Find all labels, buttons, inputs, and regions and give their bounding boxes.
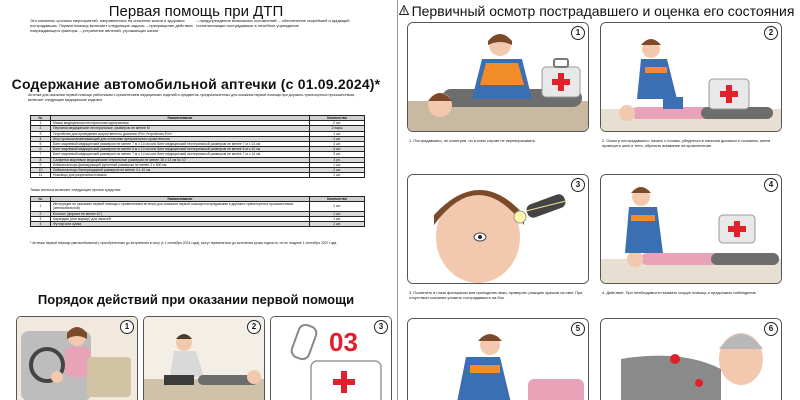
exam-panel-5 [407, 318, 589, 400]
step-number-badge: 3 [374, 320, 388, 334]
item-name: Перчатки медицинские нестерильные, размером не менее M [51, 126, 310, 131]
order-panel-1 [16, 316, 138, 400]
kit-title: Содержание автомобильной аптечки (с 01.09.2024)* [11, 76, 381, 92]
item-name: Бинт марлевый медицинский размером не менее 7 м х 14 см или бинт медицинский нестерильный размером не менее 7 м х 14 см [51, 152, 310, 157]
item-quantity: 4 шт. [310, 147, 365, 152]
table-row [31, 173, 365, 178]
step-number-badge: 3 [571, 178, 585, 192]
step-number-badge: 6 [764, 322, 778, 336]
step-number-badge: 1 [571, 26, 585, 40]
ambulance-code: 03 [329, 327, 358, 357]
row-number: 4 [31, 136, 51, 141]
item-name: Устройство для проведения искусственного дыхания «Рот-Устройство-Рот» [51, 131, 310, 136]
exam-caption-4: 4. Действие. При необходимости вызвать скорую помощь и продолжать наблюдение. [602, 290, 757, 295]
col-header-name: Наименование [51, 116, 310, 121]
item-quantity: 2 пары [310, 126, 365, 131]
pupil-check-illustration [408, 175, 589, 284]
item-quantity: 3 шт. [310, 152, 365, 157]
rescuer-with-kit-illustration [408, 23, 589, 132]
exam-panel-3 [407, 174, 589, 284]
step-number-badge: 1 [120, 320, 134, 334]
rescuer-kneeling-illustration [601, 175, 782, 284]
row-number: 7 [31, 152, 51, 157]
item-name: Блокнот (формат не менее A7) [51, 211, 310, 216]
other-items-table [30, 196, 365, 227]
item-name: Лейкопластырь фиксирующий рулонный размером не менее 2 х 500 см [51, 162, 310, 167]
exam-panel-4 [600, 174, 782, 284]
item-name: Бинт марлевый медицинский размером не менее 5 м х 10 см или бинт медицинский нестерильный размером не менее 5 м х 10 см [51, 147, 310, 152]
item-name: Футляр или сумка [51, 222, 310, 227]
order-panel-2 [143, 316, 265, 400]
item-name: Лейкопластырь бактерицидный размером не менее 4 х 10 см [51, 168, 310, 173]
other-items-caption: Также аптечка включает следующие прочие средства: [30, 188, 121, 192]
item-name: Маска медицинская нестерильная одноразовая [51, 121, 310, 126]
table-row [31, 222, 365, 227]
item-quantity: 1 шт. [310, 211, 365, 216]
col-header-qty: Количество [310, 197, 365, 202]
left-column [0, 0, 392, 400]
col-header-num: № [31, 116, 51, 121]
item-name: Ножницы для разрезания повязок [51, 173, 310, 178]
exam-caption-1: 1. Пострадавшего, не осмотрев, ни в коем случае не переворачивать. [409, 138, 536, 143]
col-header-num: № [31, 197, 51, 202]
footnote: * Аптечки первой помощи (автомобильные), приобретенные до вступления в силу (с 1 сентября 2024 года), могут применяться до истечения срока годности, но не позднее 1 сентября 2027 года. [30, 241, 338, 245]
kit-table [30, 115, 365, 178]
step-number-badge: 2 [764, 26, 778, 40]
row-number: 10 [31, 168, 51, 173]
item-name: Бинт марлевый медицинский размером не менее 7 м х 14 см или бинт медицинский нестерильный размером не менее 7 м х 14 см [51, 142, 310, 147]
item-name: Салфетки марлевые медицинские стерильные размером не менее 16 х 14 см № 10 [51, 157, 310, 162]
row-number: 4 [31, 222, 51, 227]
intro-left: Это комплекс срочных мероприятий, направленных на спасение жизни и здоровья пострадавших. Первая помощь включает следующие задачи: – прекращение действия повреждающего фактора; – устранение явлений, угрожающих жизни [30, 18, 193, 34]
step-number-badge: 2 [247, 320, 261, 334]
item-name: Инструкция по оказанию первой помощи с применением аптечки для оказания первой помощи пострадавшим в дорожно-транспортных происшествиях (автомобильной) [51, 202, 310, 211]
item-name: Жгут кровоостанавливающий для остановки артериального кровотечения [51, 136, 310, 141]
row-number: 2 [31, 211, 51, 216]
table-row [31, 202, 365, 211]
intro-right: – предупреждение возможных осложнений; – обеспечение скорейшей и щадящей госпитализации пострадавших в лечебное учреждение [196, 18, 350, 29]
item-quantity: 1 шт. [310, 216, 365, 221]
exam-caption-2: 2. Осмотр пострадавшего: начать с головы, убедиться в наличии дыхания и сознания; затем проверить шею и тело, обратить внимание на кровотечение. [602, 138, 771, 148]
item-quantity: 1 шт. [310, 131, 365, 136]
row-number: 1 [31, 202, 51, 211]
column-divider [397, 0, 398, 400]
item-quantity: 1 шт. [310, 162, 365, 167]
step-number-badge: 5 [571, 322, 585, 336]
item-quantity: 4 шт. [310, 142, 365, 147]
item-quantity: 2 уп. [310, 157, 365, 162]
item-name: Карандаш (или маркер) для записей [51, 216, 310, 221]
kit-note: Аптечка для оказания первой помощи работникам с применением медицинских изделий и предметов, предназначенных для оказания первой помощи при дорожно-транспортных происшествиях, включает следующие медицинские изделия: [28, 93, 356, 102]
exam-panel-1 [407, 22, 589, 132]
item-quantity: 2 шт. [310, 121, 365, 126]
item-quantity: 1 шт. [310, 173, 365, 178]
item-quantity: 1 шт. [310, 136, 365, 141]
row-number: 6 [31, 147, 51, 152]
order-panel-3 [270, 316, 392, 400]
col-header-name: Наименование [51, 197, 310, 202]
row-number: 3 [31, 216, 51, 221]
item-quantity: 1 шт. [310, 202, 365, 211]
row-number: 1 [31, 121, 51, 126]
exam-caption-3: 3. Посветить в глаза фонариком или приподнять веки, проверить реакцию зрачков на свет. При отсутствии сознания уложить пострадавшего на бок. [409, 290, 583, 300]
row-number: 9 [31, 162, 51, 167]
item-quantity: 1 шт. [310, 222, 365, 227]
intro-text [30, 18, 370, 34]
row-number: 3 [31, 131, 51, 136]
first-aid-title: Первая помощь при ДТП [108, 3, 284, 20]
col-header-qty: Количество [310, 116, 365, 121]
row-number: 8 [31, 157, 51, 162]
step-number-badge: 4 [764, 178, 778, 192]
row-number: 5 [31, 142, 51, 147]
row-number: 11 [31, 173, 51, 178]
rescuer-bending-illustration [408, 319, 589, 400]
exam-panel-6 [600, 318, 782, 400]
rescuer-checking-illustration [601, 23, 782, 132]
exam-panel-2 [600, 22, 782, 132]
injured-person-illustration [601, 319, 782, 400]
item-quantity: 2 шт. [310, 168, 365, 173]
order-title: Порядок действий при оказании первой помощи [37, 292, 355, 307]
primary-exam-title: Первичный осмотр пострадавшего и оценка его состояния [411, 3, 795, 19]
row-number: 2 [31, 126, 51, 131]
